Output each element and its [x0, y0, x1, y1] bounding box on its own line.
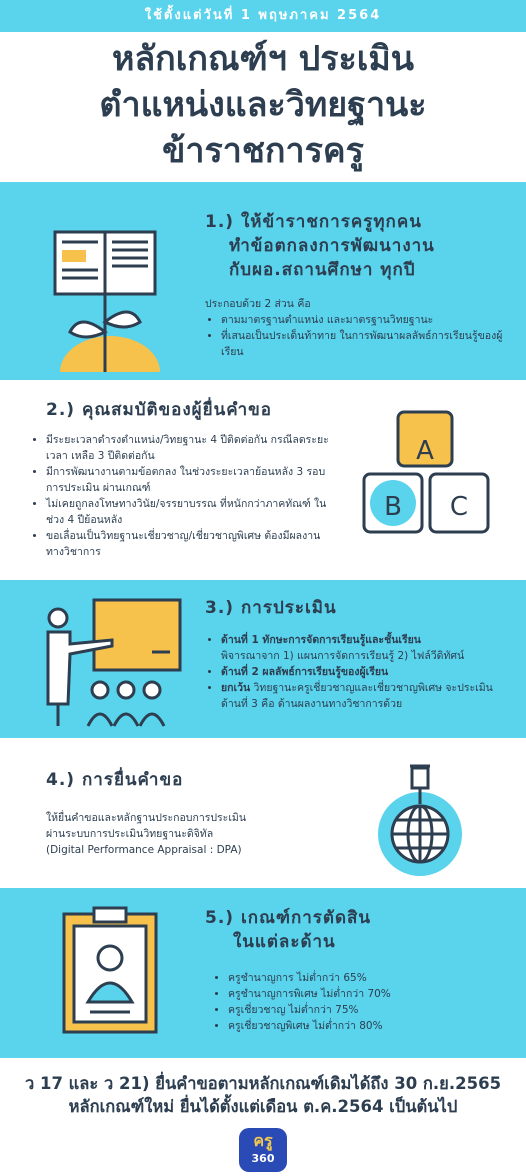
block-letter-a: A: [416, 436, 434, 466]
section-1-heading: [205, 210, 505, 282]
logo-number: 360: [251, 1152, 275, 1165]
item-bold: ด้านที่ 1 ทักษะการจัดการเรียนรู้และชั้นเรียน: [221, 634, 421, 646]
list-item: • ครูชำนาญการพิเศษ ไม่ต่ำกว่า 70%: [228, 986, 492, 1002]
date-banner: ใช้ตั้งแต่วันที่ 1 พฤษภาคม 2564: [0, 0, 526, 32]
footer-line: หลักเกณฑ์ใหม่ ยื่นได้ตั้งแต่เดือน ต.ค.2564 เป็นต้นไป: [68, 1097, 458, 1116]
item-text: พิจารณาจาก 1) แผนการจัดการเรียนรู้ 2) ไฟล์วีดิทัศน์: [221, 650, 465, 662]
heading-line: ทำข้อตกลงการพัฒนางาน: [229, 236, 435, 256]
block-letter-c: C: [449, 492, 469, 522]
clipboard-user-icon: [60, 906, 160, 1036]
list-item: • ครูเชี่ยวชาญ ไม่ต่ำกว่า 75%: [228, 1002, 492, 1018]
section-1-body: [205, 296, 505, 360]
heading-line: ในแต่ละด้าน: [233, 932, 336, 952]
item-bold: ยกเว้น: [221, 682, 251, 694]
section-4-body: [46, 810, 346, 858]
section-3-heading: 3.) การประเมิน: [205, 598, 337, 618]
section-5: [0, 888, 526, 1058]
title-line-3: ข้าราชการครู: [162, 131, 364, 171]
list-item: • มีการพัฒนางานตามข้อตกลง ในช่วงระยะเวลาย้อนหลัง 3 รอบการประเมิน ผ่านเกณฑ์: [46, 464, 330, 496]
list-item: [221, 632, 510, 664]
list-item: • ที่เสนอเป็นประเด็นท้าทาย ในการพัฒนาผลลัพธ์การเรียนรู้ของผู้เรียน: [221, 328, 505, 360]
list-item: [221, 680, 510, 712]
section-2-body: [30, 432, 330, 560]
item-text: วิทยฐานะครูเชี่ยวชาญและเชี่ยวชาญพิเศษ จะประเมินด้านที่ 3 คือ ด้านผลงานทางวิชาการด้วย: [221, 682, 493, 710]
logo-text: ครู: [253, 1131, 273, 1150]
intro-text: ประกอบด้วย 2 ส่วน คือ: [205, 298, 311, 310]
section-1: [0, 182, 526, 380]
page-title: [0, 36, 526, 174]
section-5-heading: [205, 906, 371, 954]
section-3-body: [205, 632, 510, 712]
globe-network-icon: [370, 760, 470, 880]
list-item: • ครูเชี่ยวชาญพิเศษ ไม่ต่ำกว่า 80%: [228, 1018, 492, 1034]
footer-line: ว 17 และ ว 21) ยื่นคำขอตามหลักเกณฑ์เดิมได้ถึง 30 ก.ย.2565: [24, 1074, 502, 1093]
body-line: (Digital Performance Appraisal : DPA): [46, 844, 242, 856]
section-5-body: [212, 970, 492, 1034]
list-item: • มีระยะเวลาดำรงตำแหน่ง/วิทยฐานะ 4 ปีติดต่อกัน กรณีลดระยะเวลา เหลือ 3 ปีติดต่อกัน: [46, 432, 330, 464]
section-3: [0, 580, 526, 738]
heading-line: กับผอ.สถานศึกษา ทุกปี: [229, 260, 416, 280]
body-line: ผ่านระบบการประเมินวิทยฐานะดิจิทัล: [46, 828, 214, 840]
list-item: • ตามมาตรฐานตำแหน่ง และมาตรฐานวิทยฐานะ: [221, 312, 505, 328]
body-line: ให้ยื่นคำขอและหลักฐานประกอบการประเมิน: [46, 812, 247, 824]
heading-line: 1.) ให้ข้าราชการครูทุกคน: [205, 212, 422, 232]
section-4-heading: 4.) การยื่นคำขอ: [46, 770, 184, 790]
list-item: • ครูชำนาญการ ไม่ต่ำกว่า 65%: [228, 970, 492, 986]
list-item: • ไม่เคยถูกลงโทษทางวินัย/จรรยาบรรณ ที่หนักกว่าภาคทัณฑ์ ในช่วง 4 ปีย้อนหลัง: [46, 496, 330, 528]
item-bold: ด้านที่ 2 ผลลัพธ์การเรียนรู้ของผู้เรียน: [221, 666, 389, 678]
kru360-logo: [239, 1128, 287, 1172]
list-item: • ขอเลื่อนเป็นวิทยฐานะเชี่ยวชาญ/เชี่ยวชาญพิเศษ ต้องมีผลงานทางวิชาการ: [46, 528, 330, 560]
list-item: [221, 664, 510, 680]
book-plant-icon: [40, 222, 180, 372]
block-letter-b: B: [384, 492, 402, 522]
title-line-1: หลักเกณฑ์ฯ ประเมิน: [111, 39, 415, 79]
section-4: [0, 738, 526, 888]
heading-line: 5.) เกณฑ์การตัดสิน: [205, 908, 372, 928]
teacher-board-icon: [40, 594, 190, 729]
title-line-2: ตำแหน่งและวิทยฐานะ: [99, 85, 427, 125]
section-2-heading: 2.) คุณสมบัติของผู้ยื่นคำขอ: [46, 400, 272, 420]
section-2: [0, 380, 526, 580]
